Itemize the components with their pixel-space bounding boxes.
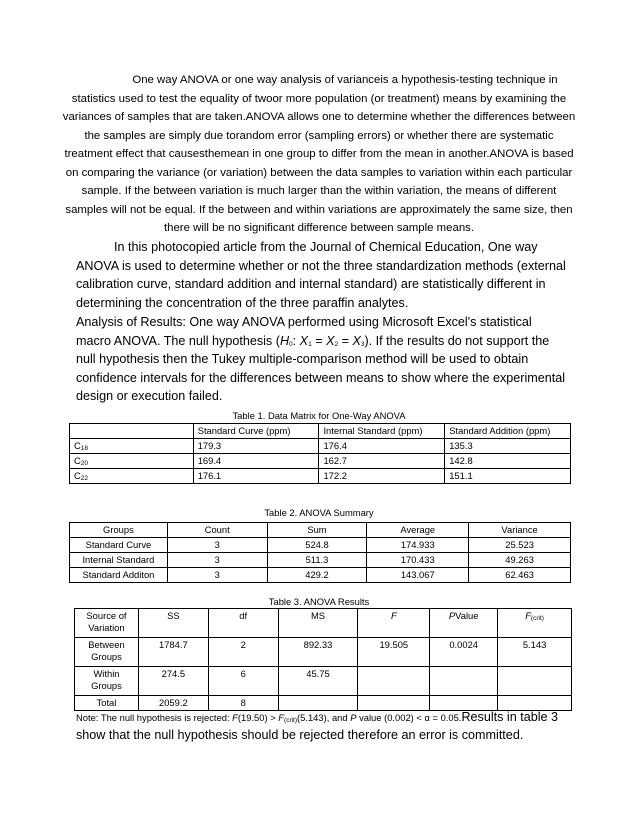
- journal-text: In this photocopied article from the Journal of Chemical Education, One way ANOVA is used to determine whether or not the three standardization methods (external calibration curve, standard addition and internal standard) are statistically different in determining the concentration of the three paraffin analytes.: [76, 240, 566, 310]
- table3-header-cell: Source of Variation: [75, 609, 139, 638]
- table-cell: 176.1: [193, 469, 319, 484]
- table-cell: [430, 667, 498, 696]
- table3-anova-results: [74, 608, 572, 711]
- note-fcrit-subscript: (crit): [284, 717, 298, 724]
- note-fcrit-symbol: F: [278, 712, 285, 723]
- table3-caption: Table 3. ANOVA Results: [268, 596, 370, 607]
- table2-header-cell: Variance: [469, 523, 571, 538]
- table-cell: 170.433: [367, 553, 469, 568]
- row-label: $C_{18}$: [70, 439, 194, 454]
- table2-header-cell: Count: [167, 523, 267, 538]
- note-p-symbol: P: [350, 712, 357, 723]
- table-cell: 179.3: [193, 439, 319, 454]
- table-cell: 62.463: [469, 568, 571, 583]
- analysis-paragraph: Analysis of Results: One way ANOVA performed using Microsoft Excel's statistical macro ANOVA. The null hypothesis ($H_0$: $X_1 = X_2 = X_3$). If the results do not support the null hypothesis then the Tukey multiple-comparison method will be used to obtain confidence intervals for the differences between means to show where the experimental design or execution failed.: [76, 315, 566, 404]
- table-cell: 3: [167, 538, 267, 553]
- table-cell: 169.4: [193, 454, 319, 469]
- note-text: Note: The null hypothesis is rejected:: [76, 712, 233, 723]
- table-cell: 3: [167, 568, 267, 583]
- table3-header-cell: MS: [278, 609, 358, 638]
- table3-header-cell: $F_{(crit)}$: [498, 609, 572, 638]
- table-row: [70, 469, 571, 484]
- table1-data-matrix: [69, 423, 571, 484]
- mean-x3-subscript: 3: [360, 340, 365, 348]
- table3-note: [76, 708, 576, 744]
- table-cell: 151.1: [445, 469, 571, 484]
- table-row: [75, 638, 572, 667]
- table-cell: 174.933: [367, 538, 469, 553]
- table2-caption: Table 2. ANOVA Summary: [264, 507, 374, 518]
- null-hypothesis-symbol: H: [279, 333, 290, 348]
- note-text: (5.143), and: [297, 712, 351, 723]
- table-row: [70, 538, 571, 553]
- table-cell: 176.4: [319, 439, 445, 454]
- table3-header-cell: df: [208, 609, 278, 638]
- table-cell: 892.33: [278, 638, 358, 667]
- row-label: $C_{20}$: [70, 454, 194, 469]
- table-cell: Total: [75, 696, 139, 711]
- row-label: $C_{22}$: [70, 469, 194, 484]
- note-f-symbol: F: [232, 712, 238, 723]
- table1-header-cell: Standard Curve (ppm): [193, 424, 319, 439]
- table3-header-cell: PValue: [430, 609, 498, 638]
- conclusion-text: Results in table 3 show that the null hypothesis should be rejected therefore an error is committed.: [76, 710, 559, 742]
- table-cell: Standard Curve: [70, 538, 168, 553]
- table-cell: 2: [208, 638, 278, 667]
- table3-header-cell: SS: [138, 609, 208, 638]
- table-cell: 19.505: [358, 638, 430, 667]
- table-cell: 524.8: [267, 538, 367, 553]
- table-cell: 142.8: [445, 454, 571, 469]
- table-cell: [358, 667, 430, 696]
- table-cell: 511.3: [267, 553, 367, 568]
- table-cell: 274.5: [138, 667, 208, 696]
- table2-header-cell: Sum: [267, 523, 367, 538]
- intro-paragraph: [62, 71, 576, 238]
- table-cell: 5.143: [498, 638, 572, 667]
- table-cell: Within Groups: [75, 667, 139, 696]
- table-cell: Standard Additon: [70, 568, 168, 583]
- equals-2: =: [338, 333, 353, 348]
- table-cell: Between Groups: [75, 638, 139, 667]
- table1-header-row: [70, 424, 571, 439]
- table2-header-cell: Average: [367, 523, 469, 538]
- note-text: (19.50) >: [237, 712, 279, 723]
- table-cell: 45.75: [278, 667, 358, 696]
- table-cell: 3: [167, 553, 267, 568]
- mean-x2-subscript: 2: [334, 340, 339, 348]
- note-text: value (0.002) < α = 0.05.: [356, 712, 462, 723]
- table-cell: 172.2: [319, 469, 445, 484]
- intro-text: One way ANOVA or one way analysis of varianceis a hypothesis-testing technique in statistics used to test the equality of twoor more population (or treatment) means by examining the variances of samples that are taken.ANOVA allows one to determine whether the differences between the samples are simply due torandom error (sampling errors) or whether there are systematic treatment effect that causesthemean in one group to differ from the mean in another.ANOVA is based on comparing the variance (or variation) between the data samples to variation within each particular sample. If the between variation is much larger than the within variation, the means of different samples will not be equal. If the between and within variations are approximately the same size, then there will be no significant difference between sample means.: [62, 74, 576, 234]
- table-row: [70, 439, 571, 454]
- table-cell: 1784.7: [138, 638, 208, 667]
- table-cell: 8: [208, 696, 278, 711]
- analysis-text-start: Analysis of Results: One way ANOVA performed using Microsoft Excel's statistical macro ANOVA. The null hypothesis (: [76, 315, 532, 348]
- mean-x3: X: [352, 333, 361, 348]
- table3-header-cell: F: [358, 609, 430, 638]
- table-row: [70, 454, 571, 469]
- table3-header-row: [75, 609, 572, 638]
- table-cell: 6: [208, 667, 278, 696]
- table-cell: 143.067: [367, 568, 469, 583]
- table-cell: 25.523: [469, 538, 571, 553]
- table-cell: [498, 667, 572, 696]
- table1-header-cell: Internal Standard (ppm): [319, 424, 445, 439]
- table2-header-row: [70, 523, 571, 538]
- mean-x2: X: [326, 333, 335, 348]
- table2-header-cell: Groups: [70, 523, 168, 538]
- table-row: [70, 568, 571, 583]
- table-cell: 135.3: [445, 439, 571, 454]
- table1-header-cell: Standard Addition (ppm): [445, 424, 571, 439]
- null-hypothesis-subscript: 0: [289, 340, 293, 348]
- table1-caption: Table 1. Data Matrix for One-Way ANOVA: [232, 410, 406, 421]
- table1-header-cell: [70, 424, 194, 439]
- table-cell: Internal Standard: [70, 553, 168, 568]
- mean-x1: X: [299, 333, 309, 348]
- table2-anova-summary: [69, 522, 571, 583]
- table-row: [75, 667, 572, 696]
- equals-1: =: [311, 333, 327, 348]
- table-cell: 429.2: [267, 568, 367, 583]
- journal-paragraph: [76, 238, 568, 312]
- analysis-text-end: ). If the results do not support the null hypothesis then the Tukey multiple-comparison method will be used to obtain confidence intervals for the differences between means to show where the experimental design or execution failed.: [76, 333, 566, 404]
- mean-x1-subscript: 1: [308, 340, 312, 348]
- table-cell: 2059.2: [138, 696, 208, 711]
- table-row: [70, 553, 571, 568]
- table-cell: 162.7: [319, 454, 445, 469]
- table-cell: 0.0024: [430, 638, 498, 667]
- table-cell: 49.263: [469, 553, 571, 568]
